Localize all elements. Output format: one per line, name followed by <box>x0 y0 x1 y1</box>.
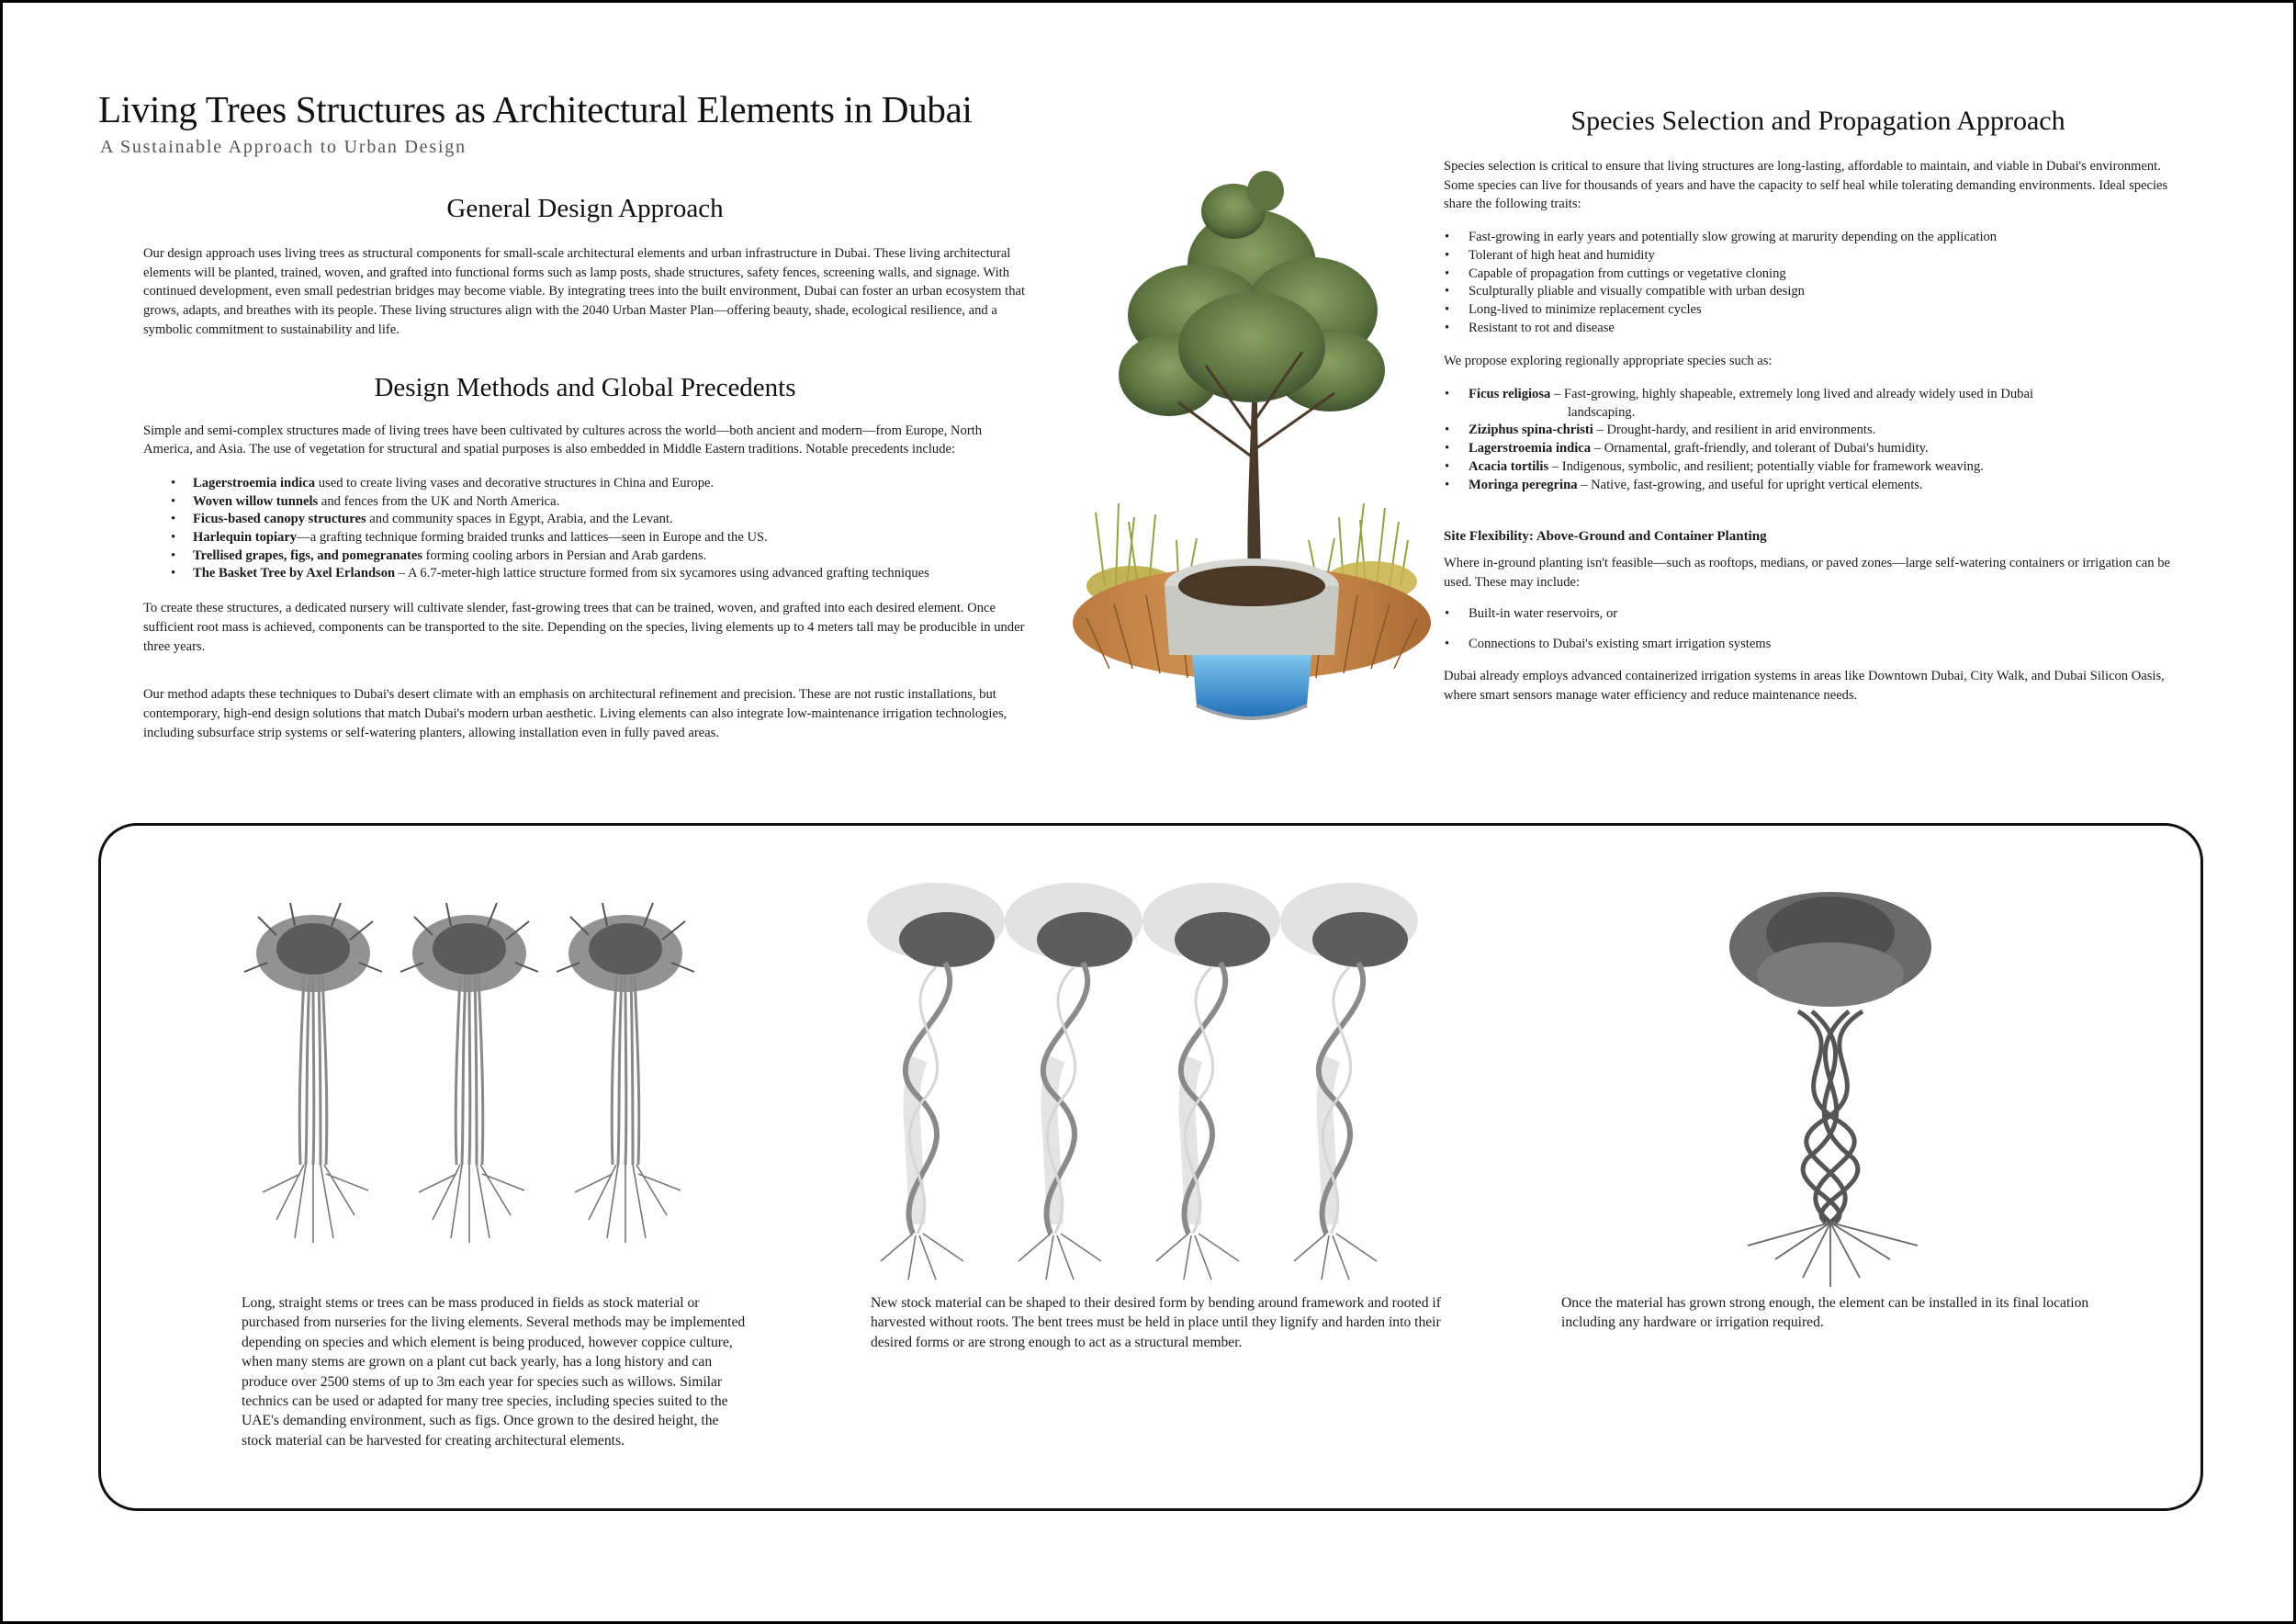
list-item: • Tolerant of high heat and humidity <box>1444 247 2192 265</box>
tree-canopy <box>1119 171 1385 416</box>
nursery-paragraph: To create these structures, a dedicated nursery will cultivate slender, fast-growing trees that can be trained, woven, and grafted into each desired element. Once sufficient root mass is achieved, components can be transported to the site. Depending on the species, living elements up to 4 meters tall may be producible in under three years. <box>143 601 1025 654</box>
process-caption-1: Long, straight stems or trees can be mass produced in fields as stock material or purchased from nurseries for the living elements. Several methods may be implemented depending on species and which element is being produced, however coppice culture, when many stems are grown on a plant cut back yearly, has a long history and can produce over 2500 stems of up to 3m each year for species such as willows. Similar technics can be used or adapted for many tree species, including species suited to the UAE's demanding environment, such as figs. Once grown to the desired height, the stock material can be harvested for creating architectural elements. <box>242 1295 746 1449</box>
site-closing: Dubai already employs advanced containerized irrigation systems in areas like Downtown Dubai, City Walk, and Dubai Silicon Oasis, where smart sensors manage water efficiency and reduce maintenance needs. <box>1444 669 2165 703</box>
list-item: • Fast-growing in early years and potentially slow growing at marurity depending on the application <box>1444 229 2192 247</box>
list-item: • Trellised grapes, figs, and pomegranates forming cooling arbors in Persian and Arab gardens. <box>143 547 1027 566</box>
page-subtitle: A Sustainable Approach to Urban Design <box>100 137 467 157</box>
species-intro: Species selection is critical to ensure that living structures are long-lasting, affordable to maintain, and viable in Dubai's environment. Some species can live for thousands of years and have the capacity to self heal while tolerating demanding environments. Ideal species share the following traits: <box>1444 159 2168 212</box>
stock-stems-illustration <box>240 898 708 1252</box>
list-item: • Resistant to rot and disease <box>1444 320 2192 338</box>
list-item: • Connections to Dubai's existing smart irrigation systems <box>1444 636 2192 654</box>
site-heading: Site Flexibility: Above-Ground and Container Planting <box>1444 529 1767 545</box>
tree-trunk <box>1247 402 1261 586</box>
list-item: • Moringa peregrina – Native, fast-growing, and useful for upright vertical elements. <box>1444 477 2192 495</box>
list-item: • The Basket Tree by Axel Erlandson – A 6.7-meter-high lattice structure formed from six sycamores using advanced grafting techniques <box>143 565 1027 583</box>
site-intro: Where in-ground planting isn't feasible—such as rooftops, medians, or paved zones—large self-watering containers or irrigation can be used. These may include: <box>1444 556 2170 590</box>
list-item: • Ficus religiosa – Fast-growing, highly shapeable, extremely long lived and already widely used in Dubai landscaping. <box>1444 386 2192 422</box>
process-caption-3: Once the material has grown strong enough, the element can be installed in its final location including any hardware or irrigation required. <box>1561 1295 2089 1331</box>
list-item: • Acacia tortilis – Indigenous, symbolic, and resilient; potentially viable for framework weaving. <box>1444 458 2192 477</box>
list-item: • Woven willow tunnels and fences from the UK and North America. <box>143 493 1027 512</box>
process-caption-2: New stock material can be shaped to their desired form by bending around framework and rooted if harvested without roots. The bent trees must be held in place until they lignify and harden into their desired forms or are strong enough to act as a structural member. <box>871 1295 1441 1350</box>
list-item: • Ziziphus spina-christi – Drought-hardy, and resilient in arid environments. <box>1444 422 2192 440</box>
page-title: Living Trees Structures as Architectural Elements in Dubai <box>98 88 973 130</box>
species-propose: We propose exploring regionally appropriate species such as: <box>1444 354 1773 369</box>
list-item: • Long-lived to minimize replacement cycles <box>1444 301 2192 320</box>
adapt-paragraph: Our method adapts these techniques to Dubai's desert climate with an emphasis on architectural refinement and precision. These are not rustic installations, but contemporary, high-end design solutions that match Dubai's modern urban aesthetic. Living elements can also integrate low-maintenance irrigation technologies, including subsurface strip systems or self-watering planters, allowing installation even in fully paved areas. <box>143 687 1007 740</box>
precedents-list <box>143 475 1027 583</box>
general-paragraph: Our design approach uses living trees as structural components for small-scale architectural elements and urban infrastructure in Dubai. These living architectural elements will be planted, trained, woven, and grafted into functional forms such as lamp posts, shade structures, safety fences, screening walls, and signage. With continued development, even small pedestrian bridges may become viable. By integrating trees into the built environment, Dubai can foster an urban ecosystem that grows, adapts, and breathes with its people. These living structures align with the 2040 Urban Master Plan—offering beauty, shade, ecological resilience, and a symbolic commitment to sustainability and life. <box>143 246 1026 337</box>
right-column <box>1444 106 2192 705</box>
methods-intro: Simple and semi-complex structures made of living trees have been cultivated by cultures across the world—both ancient and modern—from Europe, North America, and Asia. The use of vegetation for structural and spatial purposes is also embedded in Middle Eastern traditions. Notable precedents include: <box>143 423 983 457</box>
traits-list <box>1444 229 2192 337</box>
bent-stock-illustration <box>862 875 1441 1284</box>
list-item: • Lagerstroemia indica used to create living vases and decorative structures in China and Europe. <box>143 475 1027 493</box>
woven-tree-illustration <box>1693 883 1973 1287</box>
tree-planter-illustration <box>1068 154 1435 733</box>
species-list <box>1444 386 2192 494</box>
water-reservoir <box>1192 655 1311 718</box>
list-item: • Sculpturally pliable and visually compatible with urban design <box>1444 283 2192 301</box>
left-column <box>143 194 1027 742</box>
species-heading: Species Selection and Propagation Approach <box>1570 106 2065 136</box>
list-item: • Ficus-based canopy structures and community spaces in Egypt, Arabia, and the Levant. <box>143 511 1027 529</box>
list-item: • Built-in water reservoirs, or <box>1444 605 2192 624</box>
site-options-list <box>1444 605 2192 654</box>
list-item: • Harlequin topiary—a grafting technique forming braided trunks and lattices—seen in Europe and the US. <box>143 529 1027 547</box>
methods-heading: Design Methods and Global Precedents <box>374 372 796 402</box>
list-item: • Lagerstroemia indica – Ornamental, graft-friendly, and tolerant of Dubai's humidity. <box>1444 440 2192 458</box>
list-item: • Capable of propagation from cuttings or vegetative cloning <box>1444 265 2192 284</box>
general-heading: General Design Approach <box>446 194 724 223</box>
